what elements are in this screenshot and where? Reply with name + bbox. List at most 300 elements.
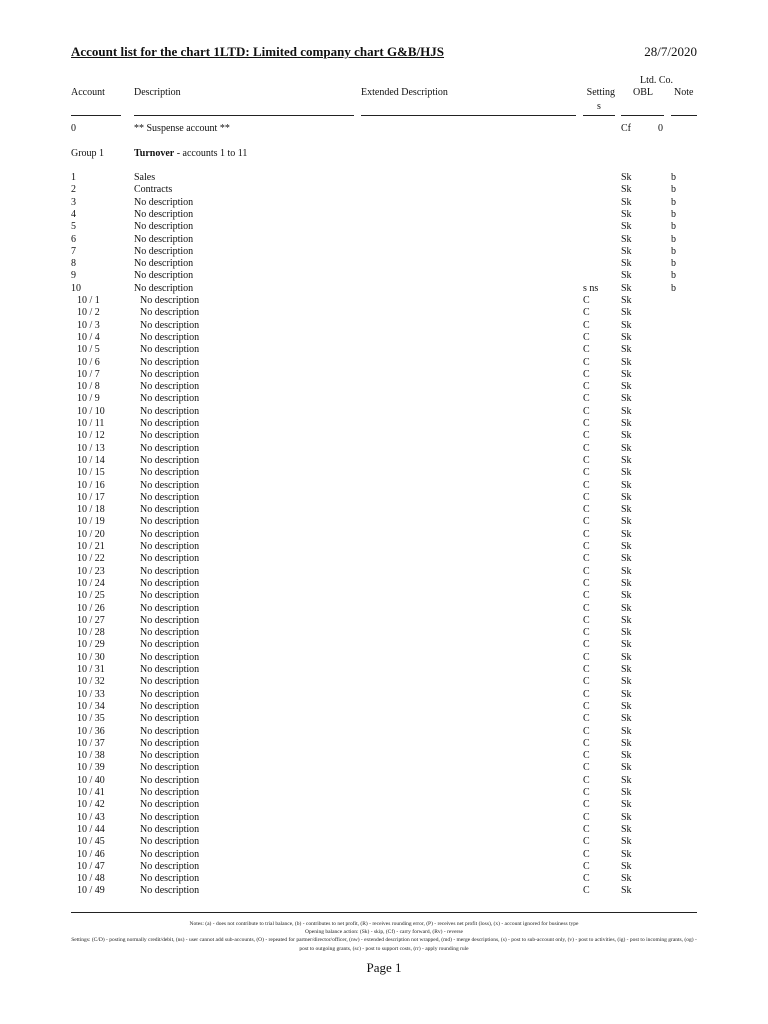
- footer-notes: [71, 920, 697, 953]
- settings-value: C: [583, 393, 590, 405]
- account-description: No description: [140, 590, 200, 602]
- account-number: 10 / 14: [77, 454, 105, 466]
- account-number: 10 / 39: [77, 762, 105, 774]
- obl-value: Sk: [621, 811, 632, 823]
- account-number: 10 / 37: [77, 737, 105, 749]
- account-number: 10 / 9: [77, 393, 100, 405]
- account-description: No description: [140, 823, 200, 835]
- account-number: 8: [71, 258, 76, 270]
- account-description: No description: [140, 393, 200, 405]
- settings-value: C: [583, 639, 590, 651]
- obl-value: Sk: [621, 282, 632, 294]
- account-description: No description: [140, 516, 200, 528]
- settings-value: s ns: [583, 282, 599, 294]
- obl-value: Sk: [621, 553, 632, 565]
- obl-value: Sk: [621, 799, 632, 811]
- table-row: [0, 480, 768, 492]
- table-row: [0, 578, 768, 590]
- obl-value: Sk: [621, 479, 632, 491]
- account-description: No description: [140, 774, 200, 786]
- table-row: [0, 676, 768, 688]
- column-header-settings: [583, 87, 615, 113]
- account-description: No description: [134, 208, 194, 220]
- settings-value: C: [583, 344, 590, 356]
- settings-value: C: [583, 848, 590, 860]
- account-number: 0: [71, 123, 76, 134]
- account-description: No description: [140, 676, 200, 688]
- settings-value: C: [583, 787, 590, 798]
- settings-value: C: [583, 664, 590, 675]
- account-description: No description: [134, 258, 194, 270]
- settings-value: C: [583, 602, 590, 614]
- account-description: No description: [140, 319, 200, 331]
- obl-value: Sk: [621, 836, 632, 848]
- obl-value: Sk: [621, 602, 632, 614]
- account-description: No description: [140, 614, 200, 626]
- obl-value: Sk: [621, 258, 632, 270]
- obl-value: Sk: [621, 651, 632, 663]
- obl-value: Sk: [621, 196, 632, 208]
- obl-value: Sk: [621, 577, 632, 589]
- settings-label-line2: s: [597, 101, 601, 112]
- table-row: [0, 344, 768, 356]
- settings-value: C: [583, 799, 590, 811]
- account-number: 10 / 18: [77, 504, 105, 516]
- account-description: No description: [140, 565, 200, 577]
- table-row: [0, 541, 768, 553]
- account-description: Contracts: [134, 184, 173, 196]
- table-row: [0, 627, 768, 639]
- obl-value: Sk: [621, 319, 632, 331]
- account-description: Sales: [134, 172, 156, 183]
- settings-value: C: [583, 319, 590, 331]
- account-description: No description: [140, 467, 200, 479]
- obl-value: Sk: [621, 356, 632, 368]
- obl-value: Sk: [621, 368, 632, 380]
- account-number: 10 / 22: [77, 553, 105, 565]
- column-header-obl: OBL: [633, 87, 653, 98]
- obl-value: Sk: [621, 590, 632, 602]
- obl-value: Sk: [621, 823, 632, 835]
- table-row: [0, 369, 768, 381]
- table-row: [0, 492, 768, 504]
- table-row: [0, 430, 768, 442]
- account-number: 10 / 28: [77, 627, 105, 639]
- account-description: No description: [134, 245, 194, 257]
- account-description: No description: [140, 405, 200, 417]
- account-description: No description: [140, 381, 200, 393]
- settings-value: C: [583, 750, 590, 762]
- table-row: [0, 270, 768, 282]
- account-number: 10 / 35: [77, 713, 105, 725]
- group-title: [134, 148, 247, 160]
- note-value: b: [671, 245, 676, 257]
- account-number: 10 / 2: [77, 307, 100, 319]
- account-number: 10 / 45: [77, 836, 105, 848]
- account-number: 10 / 27: [77, 614, 105, 626]
- obl-value: Sk: [621, 565, 632, 577]
- header-rule-obl: [621, 115, 664, 116]
- table-row: [0, 246, 768, 258]
- notes-line-3: Settings: (C/D) - posting normally credit/debit, (ns) - user cannot add sub-accounts, (O) - repeated for partner/director/officer, (nw) - extended description not wrapped, (md) - merge descriptions, (s) - post to sub-account only, (v) - post to activities, (ig) - post to incoming grants, (og) - post to outgoing grants, (sc) - post to support costs, (rr) - apply rounding rule: [71, 937, 697, 952]
- obl-value: Cf: [621, 123, 631, 134]
- report-date: 28/7/2020: [644, 44, 697, 59]
- settings-value: C: [583, 885, 590, 897]
- account-description: No description: [140, 602, 200, 614]
- settings-value: C: [583, 467, 590, 479]
- account-description: No description: [140, 787, 200, 798]
- account-number: 10 / 23: [77, 565, 105, 577]
- settings-value: C: [583, 590, 590, 602]
- table-row: [0, 885, 768, 897]
- settings-value: C: [583, 430, 590, 442]
- account-number: 7: [71, 245, 76, 257]
- account-number: 10 / 13: [77, 442, 105, 454]
- obl-value: Sk: [621, 750, 632, 762]
- table-row: [0, 172, 768, 184]
- settings-value: C: [583, 713, 590, 725]
- column-header-note: Note: [674, 87, 694, 98]
- obl-value: Sk: [621, 885, 632, 897]
- settings-value: C: [583, 860, 590, 872]
- account-description: No description: [140, 491, 200, 503]
- table-row: [0, 381, 768, 393]
- table-row: [0, 320, 768, 332]
- account-description: No description: [134, 282, 194, 294]
- note-value: b: [671, 282, 676, 294]
- table-row: [0, 553, 768, 565]
- account-number: 10 / 44: [77, 823, 105, 835]
- account-description: No description: [140, 541, 200, 552]
- table-row: [0, 443, 768, 455]
- settings-value: C: [583, 627, 590, 639]
- table-row: [0, 603, 768, 615]
- account-number: 2: [71, 184, 76, 196]
- account-number: 10 / 10: [77, 405, 105, 417]
- account-number: 5: [71, 221, 76, 233]
- settings-value: C: [583, 418, 590, 429]
- account-number: 10 / 6: [77, 356, 100, 368]
- obl-value: Sk: [621, 245, 632, 257]
- table-row: [0, 455, 768, 467]
- table-row: [0, 849, 768, 861]
- account-description: No description: [140, 860, 200, 872]
- table-row: [0, 258, 768, 270]
- settings-value: C: [583, 836, 590, 848]
- obl-value: Sk: [621, 504, 632, 516]
- column-header-account: Account: [71, 87, 105, 98]
- account-description: No description: [140, 344, 200, 356]
- settings-value: C: [583, 331, 590, 343]
- table-row: [0, 775, 768, 787]
- settings-value: C: [583, 873, 590, 885]
- table-row: [0, 418, 768, 430]
- footer-rule: [71, 912, 697, 913]
- account-description: No description: [140, 651, 200, 663]
- account-number: 10 / 7: [77, 368, 100, 380]
- settings-value: C: [583, 700, 590, 712]
- obl-value: Sk: [621, 295, 632, 306]
- table-row: [0, 615, 768, 627]
- account-number: 10 / 49: [77, 885, 105, 897]
- account-number: 10 / 29: [77, 639, 105, 651]
- account-description: No description: [140, 700, 200, 712]
- account-description: No description: [140, 430, 200, 442]
- obl-value: Sk: [621, 270, 632, 282]
- account-description: No description: [140, 368, 200, 380]
- obl-value: Sk: [621, 307, 632, 319]
- account-number: 6: [71, 233, 76, 245]
- obl-value: Sk: [621, 405, 632, 417]
- obl-value: Sk: [621, 700, 632, 712]
- settings-value: C: [583, 553, 590, 565]
- table-row: [0, 713, 768, 725]
- account-description: No description: [140, 627, 200, 639]
- account-number: 10 / 21: [77, 541, 105, 552]
- account-number: 10 / 30: [77, 651, 105, 663]
- obl-value: Sk: [621, 430, 632, 442]
- account-number: 10 / 16: [77, 479, 105, 491]
- account-description: No description: [140, 811, 200, 823]
- obl-value: Sk: [621, 331, 632, 343]
- settings-value: C: [583, 762, 590, 774]
- obl-value: Sk: [621, 639, 632, 651]
- account-number: 10 / 46: [77, 848, 105, 860]
- account-number: 10 / 42: [77, 799, 105, 811]
- settings-value: C: [583, 774, 590, 786]
- table-row: [0, 738, 768, 750]
- table-row: [0, 209, 768, 221]
- account-number: 10 / 34: [77, 700, 105, 712]
- obl-value: Sk: [621, 627, 632, 639]
- account-number: 10 / 3: [77, 319, 100, 331]
- account-number: 10 / 17: [77, 491, 105, 503]
- header-rule-extended: [361, 115, 576, 116]
- obl-value: Sk: [621, 172, 632, 183]
- account-description: No description: [140, 885, 200, 897]
- group-heading: [0, 148, 768, 160]
- note-value: b: [671, 208, 676, 220]
- obl-value: Sk: [621, 467, 632, 479]
- account-number: 9: [71, 270, 76, 282]
- obl-value: Sk: [621, 787, 632, 798]
- table-row: [0, 664, 768, 676]
- obl-value: Sk: [621, 528, 632, 540]
- account-description: No description: [140, 664, 200, 675]
- header-rule-account: [71, 115, 121, 116]
- obl-value: Sk: [621, 713, 632, 725]
- table-row: [0, 590, 768, 602]
- settings-value: C: [583, 823, 590, 835]
- account-description: No description: [140, 418, 200, 429]
- note-value: b: [671, 233, 676, 245]
- account-description: No description: [140, 504, 200, 516]
- note-value: b: [671, 258, 676, 270]
- account-description: No description: [140, 442, 200, 454]
- table-row: [0, 197, 768, 209]
- obl-value: Sk: [621, 848, 632, 860]
- account-number: 10 / 8: [77, 381, 100, 393]
- table-row: [0, 873, 768, 885]
- suspense-row: [0, 123, 768, 135]
- table-row: [0, 566, 768, 578]
- settings-value: C: [583, 442, 590, 454]
- table-row: [0, 307, 768, 319]
- account-description: No description: [140, 737, 200, 749]
- obl-value: Sk: [621, 873, 632, 885]
- table-row: [0, 504, 768, 516]
- obl-value: Sk: [621, 664, 632, 675]
- table-row: [0, 701, 768, 713]
- page-title: Account list for the chart 1LTD: Limited company chart G&B/HJS: [71, 44, 445, 59]
- table-row: [0, 393, 768, 405]
- table-row: [0, 689, 768, 701]
- note-value: b: [671, 172, 676, 183]
- obl-value: Sk: [621, 344, 632, 356]
- account-number: 10 / 36: [77, 725, 105, 737]
- account-number: 10 / 5: [77, 344, 100, 356]
- table-row: [0, 726, 768, 738]
- account-description: No description: [134, 196, 194, 208]
- obl-value: Sk: [621, 233, 632, 245]
- obl-value: Sk: [621, 381, 632, 393]
- table-row: [0, 836, 768, 848]
- settings-value: C: [583, 381, 590, 393]
- column-header-description: Description: [134, 87, 181, 98]
- header-rule-note: [671, 115, 697, 116]
- settings-value: C: [583, 368, 590, 380]
- note-value: b: [671, 196, 676, 208]
- obl-value: Sk: [621, 688, 632, 700]
- table-row: [0, 812, 768, 824]
- account-description: No description: [140, 331, 200, 343]
- obl-value: Sk: [621, 184, 632, 196]
- obl-value: Sk: [621, 860, 632, 872]
- obl-value: Sk: [621, 774, 632, 786]
- account-number: 10 / 47: [77, 860, 105, 872]
- obl-value: Sk: [621, 418, 632, 429]
- account-number: 10 / 31: [77, 664, 105, 675]
- settings-label-line1: Setting: [586, 87, 615, 98]
- obl-value: Sk: [621, 208, 632, 220]
- account-description: No description: [140, 479, 200, 491]
- settings-value: C: [583, 614, 590, 626]
- table-row: [0, 799, 768, 811]
- obl-value: Sk: [621, 541, 632, 552]
- account-number: 10 / 12: [77, 430, 105, 442]
- account-description: No description: [140, 307, 200, 319]
- account-number: 4: [71, 208, 76, 220]
- settings-value: C: [583, 811, 590, 823]
- table-row: [0, 639, 768, 651]
- notes-line-1: Notes: (a) - does not contribute to trial balance, (b) - contributes to net profit, (R) - receives rounding error, (P) - receives net profit (loss), (x) - account ignored for business type: [189, 921, 579, 927]
- settings-value: C: [583, 504, 590, 516]
- obl-value: Sk: [621, 725, 632, 737]
- account-number: 10 / 4: [77, 331, 100, 343]
- table-row: [0, 787, 768, 799]
- settings-value: C: [583, 454, 590, 466]
- account-number: 10 / 43: [77, 811, 105, 823]
- settings-value: C: [583, 651, 590, 663]
- account-description: No description: [140, 762, 200, 774]
- account-description: No description: [140, 295, 200, 306]
- obl-value: Sk: [621, 393, 632, 405]
- account-number: 1: [71, 172, 76, 183]
- table-row: [0, 750, 768, 762]
- account-number: 10 / 38: [77, 750, 105, 762]
- settings-value: C: [583, 479, 590, 491]
- account-number: 10 / 15: [77, 467, 105, 479]
- obl-value: Sk: [621, 221, 632, 233]
- group-name: Turnover: [134, 148, 175, 159]
- account-description: No description: [140, 639, 200, 651]
- settings-value: C: [583, 541, 590, 552]
- account-number: 10 / 41: [77, 787, 105, 798]
- table-row: [0, 861, 768, 873]
- note-value: b: [671, 221, 676, 233]
- settings-value: C: [583, 405, 590, 417]
- settings-value: C: [583, 307, 590, 319]
- account-description: No description: [140, 750, 200, 762]
- account-number: 10 / 40: [77, 774, 105, 786]
- account-number: 10 / 20: [77, 528, 105, 540]
- obl-value: Sk: [621, 454, 632, 466]
- settings-value: C: [583, 528, 590, 540]
- account-number: 10 / 48: [77, 873, 105, 885]
- account-description: No description: [134, 221, 194, 233]
- account-description: No description: [134, 233, 194, 245]
- account-number: 10 / 26: [77, 602, 105, 614]
- table-row: [0, 406, 768, 418]
- column-header-ltd: Ltd. Co.: [640, 75, 674, 86]
- obl-value: Sk: [621, 614, 632, 626]
- account-description: No description: [140, 799, 200, 811]
- obl-extra-value: 0: [658, 123, 663, 134]
- table-row: [0, 357, 768, 369]
- settings-value: C: [583, 688, 590, 700]
- account-number: 10 / 19: [77, 516, 105, 528]
- obl-value: Sk: [621, 762, 632, 774]
- page-number: Page 1: [366, 960, 402, 975]
- settings-value: C: [583, 725, 590, 737]
- account-description: No description: [140, 725, 200, 737]
- account-description: ** Suspense account **: [134, 123, 230, 134]
- account-description: No description: [140, 836, 200, 848]
- account-description: No description: [140, 528, 200, 540]
- account-description: No description: [140, 454, 200, 466]
- account-description: No description: [140, 553, 200, 565]
- account-number: 10 / 33: [77, 688, 105, 700]
- obl-value: Sk: [621, 737, 632, 749]
- account-description: No description: [140, 713, 200, 725]
- settings-value: C: [583, 565, 590, 577]
- table-row: [0, 221, 768, 233]
- account-description: No description: [140, 848, 200, 860]
- table-row: [0, 467, 768, 479]
- table-row: [0, 295, 768, 307]
- table-row: [0, 184, 768, 196]
- account-number: 10 / 25: [77, 590, 105, 602]
- settings-value: C: [583, 737, 590, 749]
- obl-value: Sk: [621, 516, 632, 528]
- table-row: [0, 529, 768, 541]
- table-row: [0, 283, 768, 295]
- settings-value: C: [583, 577, 590, 589]
- account-description: No description: [140, 688, 200, 700]
- table-row: [0, 516, 768, 528]
- account-description: No description: [140, 577, 200, 589]
- account-description: No description: [134, 270, 194, 282]
